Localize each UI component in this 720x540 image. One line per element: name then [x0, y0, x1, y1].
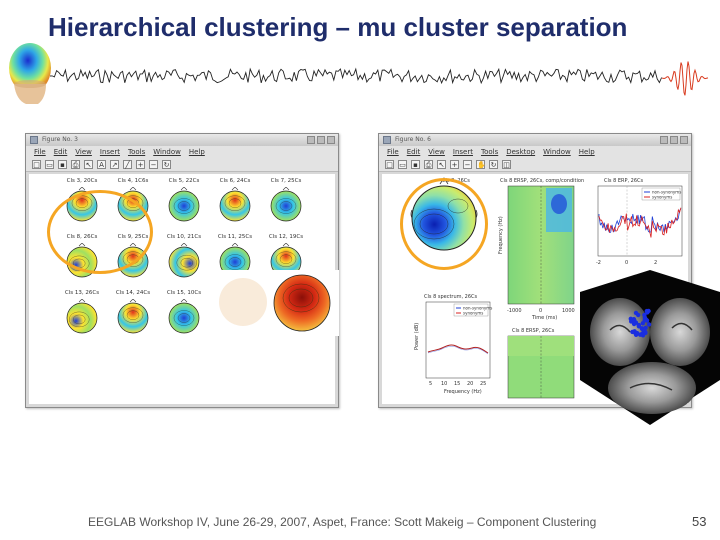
save-icon[interactable]: ▪ — [411, 160, 420, 169]
page-number: 53 — [692, 514, 707, 529]
cluster-label: Cls 7, 25Cs — [270, 178, 302, 184]
cluster-label: Cls 13, 26Cs — [64, 290, 100, 296]
menu-window[interactable]: Window — [543, 148, 571, 156]
menubar — [379, 146, 691, 158]
text-icon[interactable]: A — [97, 160, 106, 169]
dipole-marker — [636, 313, 640, 317]
cluster-label: Cls 9, 25Cs — [117, 234, 149, 240]
selected-cluster-ring-left — [47, 190, 153, 274]
spec-xtick-0: 5 — [429, 381, 433, 387]
cluster-scalp-map[interactable] — [161, 290, 207, 336]
spec-legend-1: synonyms — [463, 310, 484, 316]
cluster-scalp-map[interactable] — [212, 178, 258, 224]
cluster-label: Cls 10, 21Cs — [166, 234, 202, 240]
menubar — [26, 146, 338, 158]
dipole-marker — [646, 309, 650, 313]
scalp-topography — [166, 299, 202, 335]
scalp-topography — [115, 299, 151, 335]
cluster-scalp-map[interactable] — [110, 290, 156, 336]
close-icon[interactable] — [680, 136, 688, 144]
dipole-marker — [635, 331, 639, 335]
spec-xlabel: Frequency (Hz) — [444, 389, 482, 395]
pointer-icon[interactable]: ↖ — [85, 161, 92, 169]
dipole-marker — [642, 313, 646, 317]
menu-edit[interactable]: Edit — [406, 148, 421, 156]
menu-insert[interactable]: Insert — [99, 148, 120, 156]
dipole-marker — [632, 318, 636, 322]
pointer-icon[interactable]: ↖ — [438, 161, 445, 169]
maximize-icon[interactable] — [670, 136, 678, 144]
erp-traces — [596, 186, 682, 266]
head-logo-icon — [4, 38, 56, 108]
legend-item-0: non-synonyms — [652, 189, 682, 195]
toolbar — [379, 158, 691, 172]
ersp-title: Cls 8 ERSP, 26Cs, comp/condition — [500, 178, 585, 184]
scalp-panel-title: Cls 8, 26Cs — [442, 178, 470, 184]
menu-file[interactable]: File — [387, 148, 399, 156]
zoom-out-icon[interactable]: − — [464, 161, 471, 169]
spectrum-plot — [414, 302, 492, 395]
rotate-icon[interactable]: ↻ — [163, 161, 170, 169]
pan-icon[interactable]: ✋ — [477, 161, 486, 169]
cluster-label: Cls 14, 24Cs — [115, 290, 151, 296]
dipole-marker — [637, 323, 641, 327]
cluster-label: Cls 8, 26Cs — [66, 234, 98, 240]
ersp-ylabel: Frequency (Hz) — [498, 216, 504, 254]
erp-xtick-1: 0 — [625, 260, 629, 266]
ersp-xtick-0: -1000 — [507, 308, 522, 314]
zoom-out-icon[interactable]: − — [150, 161, 157, 169]
open-icon[interactable]: ▭ — [46, 161, 53, 169]
cluster-label: Cls 4, 1C6s — [117, 178, 149, 184]
red-cluster-scalp-overlay — [217, 270, 339, 336]
close-icon[interactable] — [327, 136, 335, 144]
window-titlebar[interactable] — [379, 134, 691, 146]
spec-xtick-4: 25 — [480, 381, 487, 387]
erp-xtick-2: 2 — [654, 260, 658, 266]
new-file-icon[interactable]: □ — [33, 161, 40, 169]
erp-title: Cls 8 ERP, 26Cs — [604, 178, 644, 184]
ersp-xlabel: Time (ms) — [532, 315, 558, 321]
rotate-icon[interactable]: ↻ — [490, 161, 497, 169]
arrow-icon[interactable]: ↗ — [111, 161, 118, 169]
cluster-label: Cls 3, 20Cs — [66, 178, 98, 184]
spec-xtick-3: 20 — [467, 381, 474, 387]
menu-edit[interactable]: Edit — [53, 148, 68, 156]
dipole-marker — [641, 321, 645, 325]
minimize-icon[interactable] — [307, 136, 315, 144]
erp-xtick-0: -2 — [596, 260, 601, 266]
scalp-topography — [166, 243, 202, 279]
zoom-in-icon[interactable]: + — [451, 161, 458, 169]
maximize-icon[interactable] — [317, 136, 325, 144]
new-file-icon[interactable]: □ — [386, 161, 393, 169]
ersp-image — [498, 186, 575, 321]
menu-tools[interactable]: Tools — [480, 148, 499, 156]
scalp-topography — [64, 299, 100, 335]
matlab-figure-icon — [383, 136, 391, 144]
toolbar — [26, 158, 338, 172]
menu-view[interactable]: View — [75, 148, 92, 156]
print-icon[interactable]: ⎙ — [425, 161, 432, 169]
eeg-trace — [50, 56, 710, 106]
matlab-figure-icon — [30, 136, 38, 144]
cluster-label: Cls 5, 22Cs — [168, 178, 200, 184]
line-icon[interactable]: ╱ — [123, 160, 132, 169]
menu-help[interactable]: Help — [188, 148, 205, 156]
cluster-label: Cls 12, 19Cs — [268, 234, 304, 240]
dipole-marker — [630, 330, 634, 334]
ersp2-title: Cls 8 ERSP, 26Cs — [512, 328, 555, 334]
slide-title: Hierarchical clustering – mu cluster separation — [48, 12, 628, 42]
dipole-marker — [642, 328, 646, 332]
cluster-label: Cls 11, 25Cs — [217, 234, 253, 240]
save-icon[interactable]: ▪ — [58, 160, 67, 169]
cluster-label: Cls 6, 24Cs — [219, 178, 251, 184]
cluster-scalp-map[interactable] — [161, 178, 207, 224]
cluster-scalp-map[interactable] — [263, 178, 309, 224]
menu-view[interactable]: View — [428, 148, 445, 156]
dipole-brain-volume — [580, 270, 720, 425]
selected-cluster-ring-right — [400, 178, 488, 270]
menu-help[interactable]: Help — [578, 148, 595, 156]
cluster-label: Cls 15, 10Cs — [166, 290, 202, 296]
slide-footer: EEGLAB Workshop IV, June 26-29, 2007, Aspet, France: Scott Makeig – Component Clustering — [88, 515, 597, 529]
dipole-marker — [647, 322, 651, 326]
legend-item-1: synonyms — [652, 194, 673, 200]
spec-xtick-2: 15 — [454, 381, 461, 387]
scalp-topography — [217, 187, 253, 223]
spec-ylabel: Power (dB) — [414, 322, 420, 350]
menu-desktop[interactable]: Desktop — [506, 148, 536, 156]
ersp2-image — [508, 336, 574, 398]
window-title: Figure No. 3 — [42, 136, 78, 143]
spec-legend-0: non-synonyms — [463, 305, 493, 311]
window-titlebar[interactable] — [26, 134, 338, 146]
zoom-in-icon[interactable]: + — [137, 161, 144, 169]
window-title: Figure No. 6 — [395, 136, 431, 143]
minimize-icon[interactable] — [660, 136, 668, 144]
print-icon[interactable]: ⎙ — [72, 161, 79, 169]
menu-insert[interactable]: Insert — [452, 148, 473, 156]
menu-file[interactable]: File — [34, 148, 46, 156]
data-cursor-icon[interactable]: ◫ — [503, 161, 510, 169]
cluster-scalp-map[interactable] — [59, 290, 105, 336]
menu-window[interactable]: Window — [153, 148, 181, 156]
spec-xtick-1: 10 — [441, 381, 448, 387]
cluster-scalp-map[interactable] — [161, 234, 207, 280]
menu-tools[interactable]: Tools — [127, 148, 146, 156]
ersp-xtick-1: 0 — [539, 308, 543, 314]
ersp-xtick-2: 1000 — [562, 308, 575, 314]
spectrum-title: Cls 8 spectrum, 26Cs — [424, 294, 478, 300]
open-icon[interactable]: ▭ — [399, 161, 406, 169]
scalp-topography — [166, 187, 202, 223]
scalp-topography — [268, 187, 304, 223]
